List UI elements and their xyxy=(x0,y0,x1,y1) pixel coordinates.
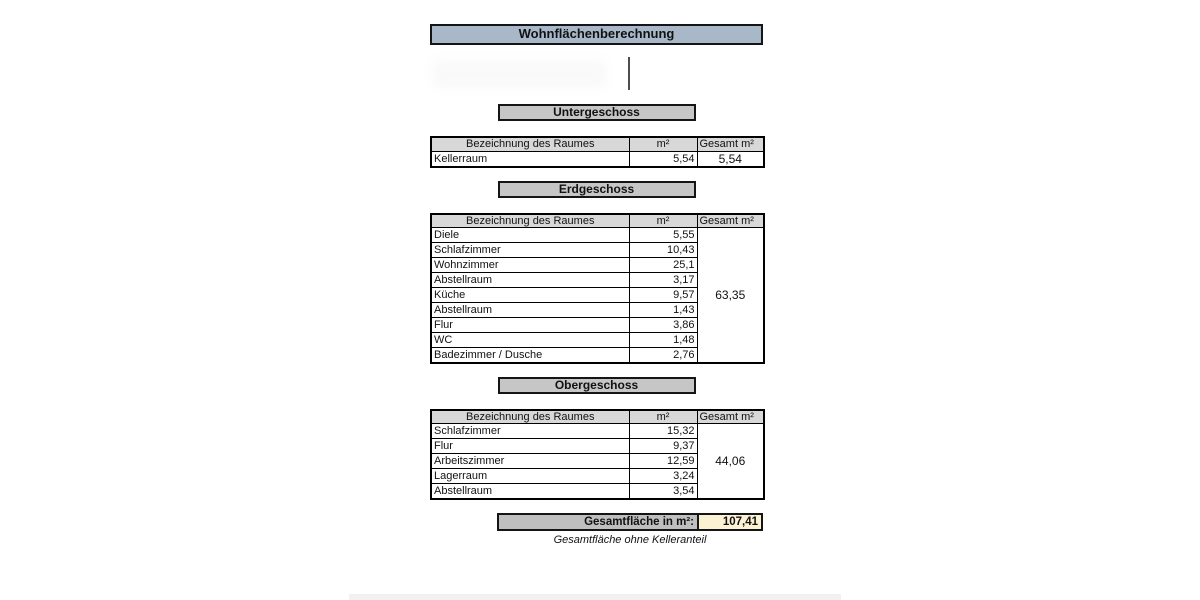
floor-heading: Obergeschoss xyxy=(498,377,696,394)
room-sqm-cell: 1,43 xyxy=(629,303,697,318)
room-sqm-cell: 3,17 xyxy=(629,273,697,288)
room-sqm-cell: 2,76 xyxy=(629,348,697,363)
room-name-cell: Abstellraum xyxy=(431,484,629,499)
room-sqm-cell: 10,43 xyxy=(629,243,697,258)
column-header-sqm: m² xyxy=(629,410,697,424)
room-sqm-cell: 5,55 xyxy=(629,228,697,243)
blurred-text-remnant xyxy=(432,60,607,88)
room-name-cell: Schlafzimmer xyxy=(431,243,629,258)
connector-line xyxy=(628,57,630,90)
document-title-box xyxy=(430,24,763,45)
room-name-cell: Flur xyxy=(431,439,629,454)
room-name-cell: Arbeitszimmer xyxy=(431,454,629,469)
grand-total-value: 107,41 xyxy=(699,515,761,529)
table-header-row xyxy=(431,137,764,151)
table-header-row xyxy=(431,410,764,424)
floor-heading: Untergeschoss xyxy=(498,104,696,121)
worksheet-body xyxy=(430,104,763,546)
column-header-total: Gesamt m² xyxy=(697,137,764,151)
room-name-cell: Kellerraum xyxy=(431,151,629,167)
room-sqm-cell: 3,54 xyxy=(629,484,697,499)
column-header-room: Bezeichnung des Raumes xyxy=(431,214,629,228)
column-header-room: Bezeichnung des Raumes xyxy=(431,410,629,424)
room-name-cell: Schlafzimmer xyxy=(431,424,629,439)
floor-heading: Erdgeschoss xyxy=(498,181,696,198)
document-title: Wohnflächenberechnung xyxy=(518,26,675,41)
room-name-cell: Küche xyxy=(431,288,629,303)
floor-total-cell: 63,35 xyxy=(697,228,764,363)
room-table xyxy=(430,136,765,168)
room-name-cell: Lagerraum xyxy=(431,469,629,484)
room-sqm-cell: 3,24 xyxy=(629,469,697,484)
room-table xyxy=(430,213,765,364)
room-name-cell: Abstellraum xyxy=(431,303,629,318)
page-bottom-edge xyxy=(349,594,841,600)
grand-total-label: Gesamtfläche in m²: xyxy=(499,515,699,529)
grand-total-bar xyxy=(497,513,763,531)
room-sqm-cell: 5,54 xyxy=(629,151,697,167)
room-name-cell: Diele xyxy=(431,228,629,243)
room-name-cell: Wohnzimmer xyxy=(431,258,629,273)
table-header-row xyxy=(431,214,764,228)
floor-section xyxy=(430,181,763,364)
floor-total-cell: 5,54 xyxy=(697,151,764,167)
sections-list xyxy=(430,104,763,500)
room-sqm-cell: 9,37 xyxy=(629,439,697,454)
room-name-cell: Badezimmer / Dusche xyxy=(431,348,629,363)
room-sqm-cell: 3,86 xyxy=(629,318,697,333)
table-row xyxy=(431,228,764,243)
room-sqm-cell: 1,48 xyxy=(629,333,697,348)
room-name-cell: Abstellraum xyxy=(431,273,629,288)
floor-total-cell: 44,06 xyxy=(697,424,764,499)
floor-section xyxy=(430,377,763,500)
room-sqm-cell: 15,32 xyxy=(629,424,697,439)
column-header-room: Bezeichnung des Raumes xyxy=(431,137,629,151)
table-row xyxy=(431,151,764,167)
floor-section xyxy=(430,104,763,168)
room-sqm-cell: 25,1 xyxy=(629,258,697,273)
room-name-cell: WC xyxy=(431,333,629,348)
column-header-sqm: m² xyxy=(629,137,697,151)
grand-total-caption: Gesamtfläche ohne Kelleranteil xyxy=(553,533,707,546)
column-header-sqm: m² xyxy=(629,214,697,228)
room-sqm-cell: 9,57 xyxy=(629,288,697,303)
table-row xyxy=(431,424,764,439)
room-sqm-cell: 12,59 xyxy=(629,454,697,469)
room-name-cell: Flur xyxy=(431,318,629,333)
column-header-total: Gesamt m² xyxy=(697,410,764,424)
column-header-total: Gesamt m² xyxy=(697,214,764,228)
room-table xyxy=(430,409,765,500)
